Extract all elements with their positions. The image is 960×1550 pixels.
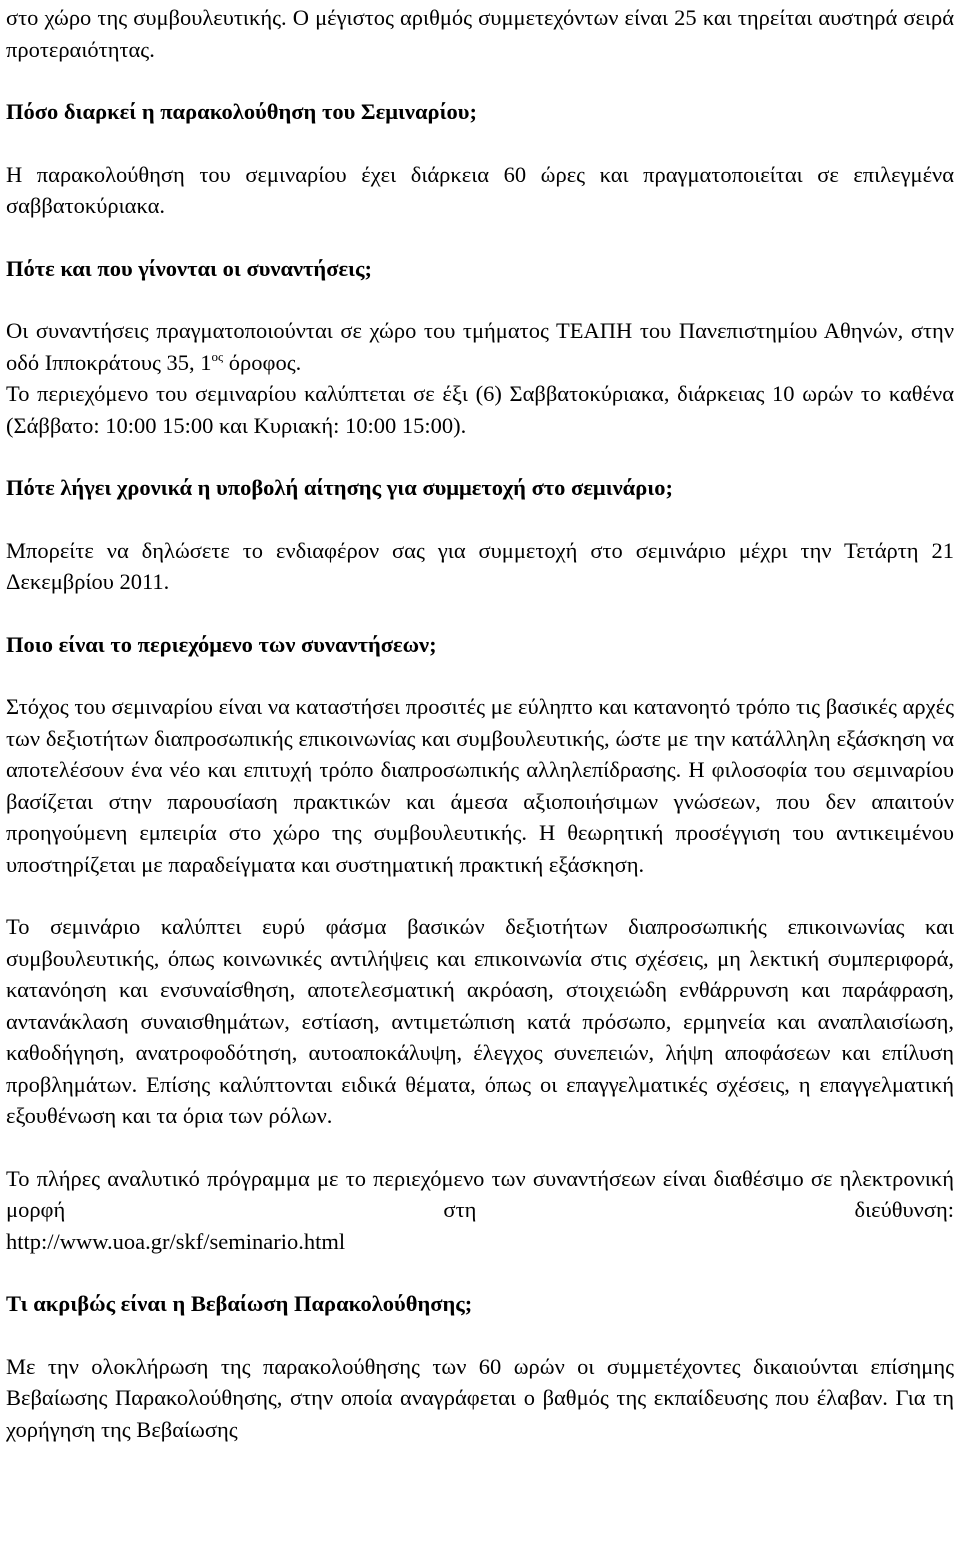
meetings-location-paragraph <box>6 315 954 378</box>
program-link-line <box>6 1226 954 1258</box>
heading-certificate: Τι ακριβώς είναι η Βεβαίωση Παρακολούθησης; <box>6 1291 473 1316</box>
deadline-paragraph: Μπορείτε να δηλώσετε το ενδιαφέρον σας για συμμετοχή στο σεμινάριο μέχρι την Τετάρτη 21 Δεκεμβρίου 2011. <box>6 537 954 594</box>
meetings-location-end: όροφος. <box>223 349 302 375</box>
program-paragraph: Το πλήρες αναλυτικό πρόγραμμα με το περιεχόμενο των συναντήσεων είναι διαθέσιμο σε ηλεκτρονική μορφή στη διεύθυνση: <box>6 1165 954 1222</box>
document-page <box>6 0 954 1445</box>
certificate-paragraph: Με την ολοκλήρωση της παρακολούθησης των 60 ωρών οι συμμετέχοντες δικαιούνται επίσημης Βεβαίωσης Παρακολούθησης, στην οποία αναγράφεται ο βαθμός της εκπαίδευσης που έλαβαν. Για τη χορήγηση της Βεβαίωσης <box>6 1353 954 1442</box>
heading-duration: Πόσο διαρκεί η παρακολούθηση του Σεμιναρίου; <box>6 99 477 124</box>
heading-meetings-location: Πότε και που γίνονται οι συναντήσεις; <box>6 255 373 281</box>
heading-content: Ποιο είναι το περιεχόμενο των συναντήσεων; <box>6 631 437 657</box>
duration-paragraph: Η παρακολούθηση του σεμιναρίου έχει διάρκεια 60 ώρες και πραγματοποιείται σε επιλεγμένα σαββατοκύριακα. <box>6 161 954 218</box>
schedule-paragraph: Το περιεχόμενο του σεμιναρίου καλύπτεται σε έξι (6) Σαββατοκύριακα, διάρκειας 10 ωρών το καθένα (Σάββατο: 10:00 15:00 και Κυριακή: 10:00 15:00). <box>6 381 954 438</box>
meetings-location-text: Οι συναντήσεις πραγματοποιούνται σε χώρο του τμήματος ΤΕΑΠΗ του Πανεπιστημίου Αθηνών, στην οδό Ιπποκράτους 35, 1 <box>6 318 954 375</box>
intro-paragraph: στο χώρο της συμβουλευτικής. Ο μέγιστος αριθμός συμμετεχόντων είναι 25 και τηρείται αυστηρά σειρά προτεραιότητας. <box>6 5 954 62</box>
content-paragraph: Στόχος του σεμιναρίου είναι να καταστήσει προσιτές με εύληπτο και κατανοητό τρόπο τις βασικές αρχές των δεξιοτήτων διαπροσωπικής επικοινωνίας και συμβουλευτικής, ώστε με την κατάλληλη εξάσκηση να αποτελέσουν ένα νέο και επιτυχή τρόπο διαπροσωπικής αλληλεπίδρασης. Η φιλοσοφία του σεμιναρίου βασίζεται στην παρουσίαση πρακτικών και άμεσα αξιοποιήσιμων γνώσεων, που δεν απαιτούν προηγούμενη εμπειρία στο χώρο της συμβουλευτικής. Η θεωρητική προσέγγιση του αντικειμένου υποστηρίζεται με παραδείγματα και συστηματική πρακτική εξάσκηση. <box>6 694 954 877</box>
floor-ordinal-suffix: ος <box>211 348 224 364</box>
program-url-link[interactable]: http://www.uoa.gr/skf/seminario.html <box>6 1228 346 1254</box>
skills-paragraph: Το σεμινάριο καλύπτει ευρύ φάσμα βασικών δεξιοτήτων διαπροσωπικής επικοινωνίας και συμβουλευτικής, όπως κοινωνικές αντιλήψεις και επικοινωνία στις σχέσεις, μη λεκτική συμπεριφορά, κατανόηση και ενσυναίσθηση, αποτελεσματική ακρόαση, στοιχειώδη ενθάρρυνση και παράφραση, αντανάκλαση συναισθημάτων, εστίαση, αντιμετώπιση κατά πρόσωπο, ερμηνεία και αναπλαισίωση, καθοδήγηση, ανατροφοδότηση, αυτοαποκάλυψη, έλεγχος συνεπειών, λήψη αποφάσεων και επίλυση προβλημάτων. Επίσης καλύπτονται ειδικά θέματα, όπως οι επαγγελματικές σχέσεις, η επαγγελματική εξουθένωση και τα όρια των ρόλων. <box>6 914 954 1128</box>
heading-application-deadline: Πότε λήγει χρονικά η υποβολή αίτησης για συμμετοχή στο σεμινάριο; <box>6 475 674 500</box>
